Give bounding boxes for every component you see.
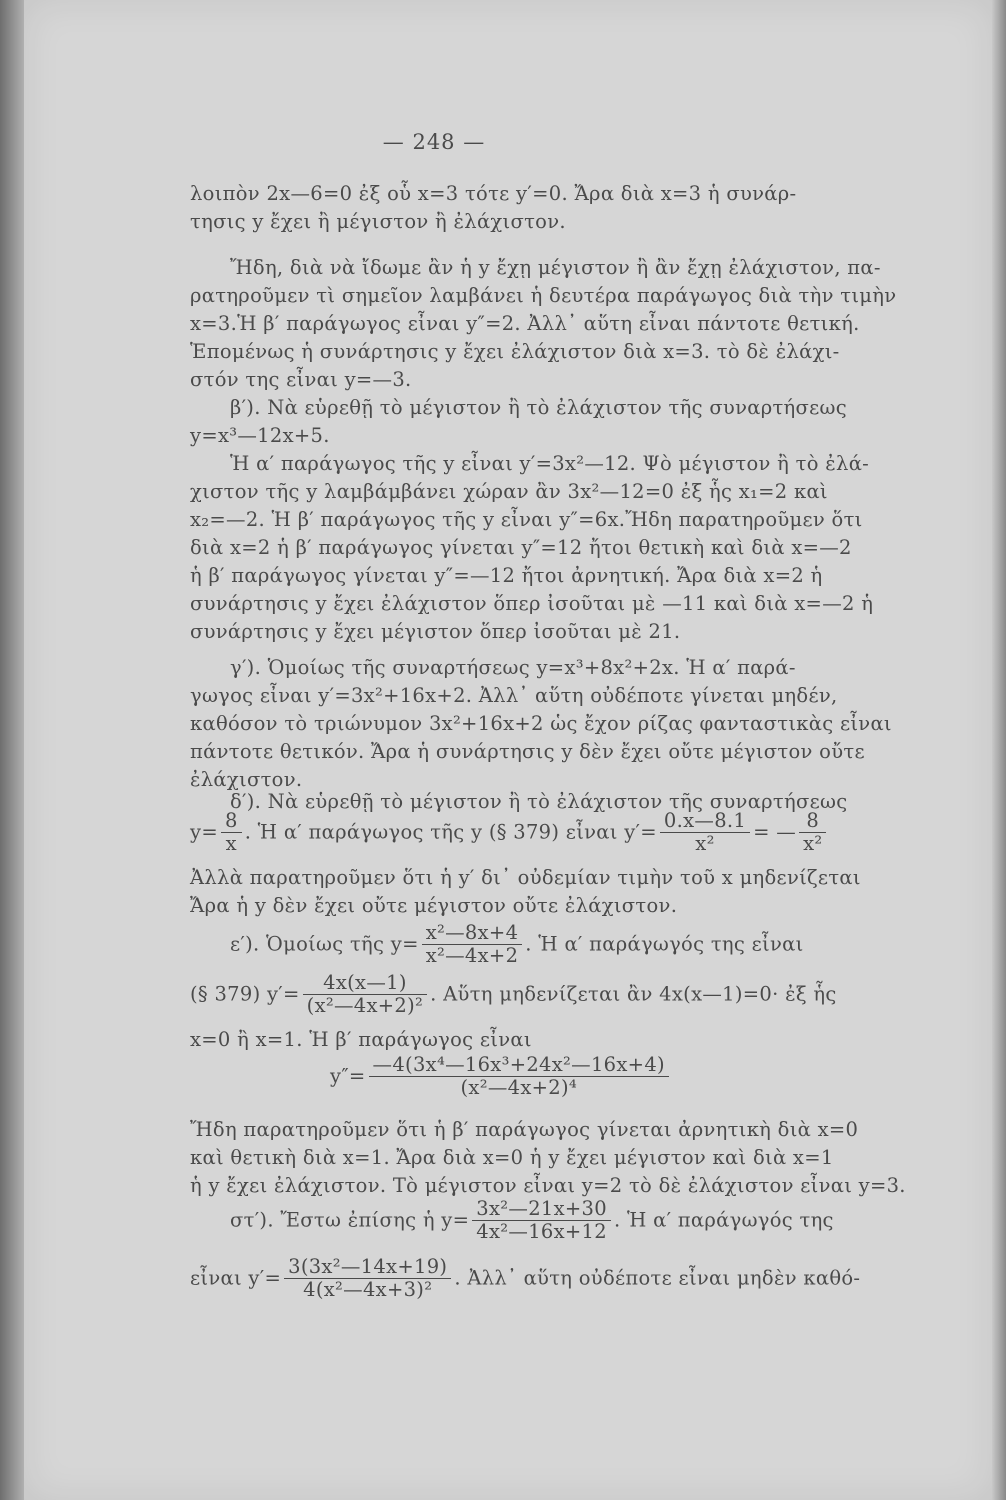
text-line: λοιπὸν 2x—6=0 ἐξ οὗ x=3 τότε y′=0. Ἄρα διὰ x=3 ἡ συνάρ- [190,182,797,205]
text-line: x₂=—2. Ἡ β′ παράγωγος τῆς y εἶναι y″=6x.Ἤδη παρατηροῦμεν ὅτι [190,508,863,531]
eq-text: . Ἡ α′ παράγωγός της [613,1208,834,1232]
fraction-denominator: x² [695,832,715,856]
eq-text: y″= [330,1064,366,1088]
equation-e [230,922,804,968]
fraction-denominator: (x²—4x+2)⁴ [460,1076,577,1100]
eq-text: (§ 379) y′= [190,982,300,1006]
text-line: ἡ β′ παράγωγος γίνεται y″=—12 ἤτοι ἀρνητική. Ἄρα διὰ x=2 ἡ [190,564,823,587]
eq-text: y= [190,820,218,844]
fraction-denominator: 4x²—16x+12 [476,1220,607,1244]
fraction-numerator: 8 [799,810,826,833]
text-line: y=x³—12x+5. [190,424,330,447]
fraction-numerator: 3x²—21x+30 [472,1198,611,1221]
text-line: τησις y ἔχει ἢ μέγιστον ἢ ἐλάχιστον. [190,210,566,233]
text-line: Ἤδη παρατηροῦμεν ὅτι ἡ β′ παράγωγος γίνεται ἀρνητικὴ διὰ x=0 [190,1118,859,1141]
fraction-numerator: 0.x—8.1 [660,810,750,833]
eq-text: . Ἡ α′ παράγωγος τῆς y (§ 379) εἶναι y′= [244,820,657,844]
fraction-denominator: (x²—4x+2)² [306,994,424,1018]
eq-text: . Αὕτη μηδενίζεται ἂν 4x(x—1)=0· ἐξ ἧς [430,982,837,1006]
text-line: Ἡ α′ παράγωγος τῆς y εἶναι y′=3x²—12. Ψὸ μέγιστον ἢ τὸ ἐλά- [230,452,870,475]
text-line: Ἄρα ἡ y δὲν ἔχει οὔτε μέγιστον οὔτε ἐλάχιστον. [190,894,678,917]
text-line: συνάρτησις y ἔχει ἐλάχιστον ὅπερ ἰσοῦται μὲ —11 καὶ διὰ x=—2 ἡ [190,592,874,615]
fraction [660,810,750,856]
text-line: x=0 ἢ x=1. Ἡ β′ παράγωγος εἶναι [190,1028,532,1051]
fraction [422,922,523,968]
fraction-numerator: 8 [221,810,242,833]
text-line: καὶ θετικὴ διὰ x=1. Ἄρα διὰ x=0 ἡ y ἔχει μέγιστον καὶ διὰ x=1 [190,1146,834,1169]
fraction [799,810,826,856]
text-line: ἡ y ἔχει ἐλάχιστον. Τὸ μέγιστον εἶναι y=2 τὸ δὲ ἐλάχιστον εἶναι y=3. [190,1174,906,1197]
equation-f2 [190,1256,860,1302]
text-line: δ′). Νὰ εὑρεθῇ τὸ μέγιστον ἢ τὸ ἐλάχιστον τῆς συναρτήσεως [230,790,848,813]
text-line: χιστον τῆς y λαμβάμβάνει χώραν ἂν 3x²—12=0 ἐξ ἧς x₁=2 καὶ [190,480,828,503]
fraction [221,810,242,856]
eq-text: ε′). Ὁμοίως τῆς y= [230,932,419,956]
fraction-denominator: x²—4x+2 [425,944,519,968]
equation-f [230,1198,834,1244]
text-line: γ′). Ὁμοίως τῆς συναρτήσεως y=x³+8x²+2x. Ἡ α′ παρά- [230,656,796,679]
fraction-denominator: 4(x²—4x+3)² [303,1278,433,1302]
text-line: πάντοτε θετικόν. Ἄρα ἡ συνάρτησις y δὲν ἔχει οὔτε μέγιστον οὔτε [190,740,865,763]
eq-text: . Ἀλλ᾽ αὕτη οὐδέποτε εἶναι μηδὲν καθό- [454,1266,861,1290]
eq-text: εἶναι y′= [190,1266,282,1290]
eq-text: = — [753,820,797,844]
text-line: καθόσον τὸ τριώνυμον 3x²+16x+2 ὡς ἔχον ρίζας φανταστικὰς εἶναι [190,712,892,735]
text-line: διὰ x=2 ἡ β′ παράγωγος γίνεται y″=12 ἤτοι θετικὴ καὶ διὰ x=—2 [190,536,852,559]
fraction [284,1256,451,1302]
fraction [303,972,428,1018]
fraction-numerator: x²—8x+4 [422,922,523,945]
scanned-page [24,0,992,1500]
eq-text: στ′). Ἔστω ἐπίσης ἡ y= [230,1208,470,1232]
text-line: γωγος εἶναι y′=3x²+16x+2. Ἀλλ᾽ αὕτη οὐδέποτε γίνεται μηδέν, [190,684,838,707]
text-line: β′). Νὰ εὑρεθῇ τὸ μέγιστον ἢ τὸ ἐλάχιστον τῆς συναρτήσεως [230,396,847,419]
fraction-numerator: 4x(x—1) [303,972,428,995]
equation-e4 [330,1054,672,1100]
text-line: ρατηροῦμεν τὶ σημεῖον λαμβάνει ἡ δευτέρα παράγωγος διὰ τὴν τιμὴν [190,284,897,307]
text-line: Ἀλλὰ παρατηροῦμεν ὅτι ἡ y′ δι᾽ οὐδεμίαν τιμὴν τοῦ x μηδενίζεται [190,866,861,889]
fraction [472,1198,611,1244]
text-line: Ἤδη, διὰ νὰ ἴδωμε ἂν ἡ y ἔχῃ μέγιστον ἢ ἂν ἔχῃ ἐλάχιστον, πα- [230,256,881,279]
text-line: συνάρτησις y ἔχει μέγιστον ὅπερ ἰσοῦται μὲ 21. [190,620,681,643]
page-number: — 248 — [382,130,486,154]
text-line: x=3.Ἡ β′ παράγωγος εἶναι y″=2. Ἀλλ᾽ αὕτη εἶναι πάντοτε θετική. [190,312,860,335]
page-shadow-left [0,0,24,1500]
text-line: ἐλάχιστον. [190,768,303,791]
equation-e2 [190,972,837,1018]
fraction-denominator: x [225,832,237,856]
text-line: στόν της εἶναι y=—3. [190,368,412,391]
text-line: Ἑπομένως ἡ συνάρτησις y ἔχει ἐλάχιστον διὰ x=3. τὸ δὲ ἐλάχι- [190,340,840,363]
fraction [369,1054,669,1100]
fraction-denominator: x² [803,832,823,856]
fraction-numerator: —4(3x⁴—16x³+24x²—16x+4) [369,1054,669,1077]
page-shadow-right [992,0,1006,1500]
fraction-numerator: 3(3x²—14x+19) [284,1256,451,1279]
eq-text: . Ἡ α′ παράγωγός της εἶναι [525,932,804,956]
equation-d [190,810,829,856]
